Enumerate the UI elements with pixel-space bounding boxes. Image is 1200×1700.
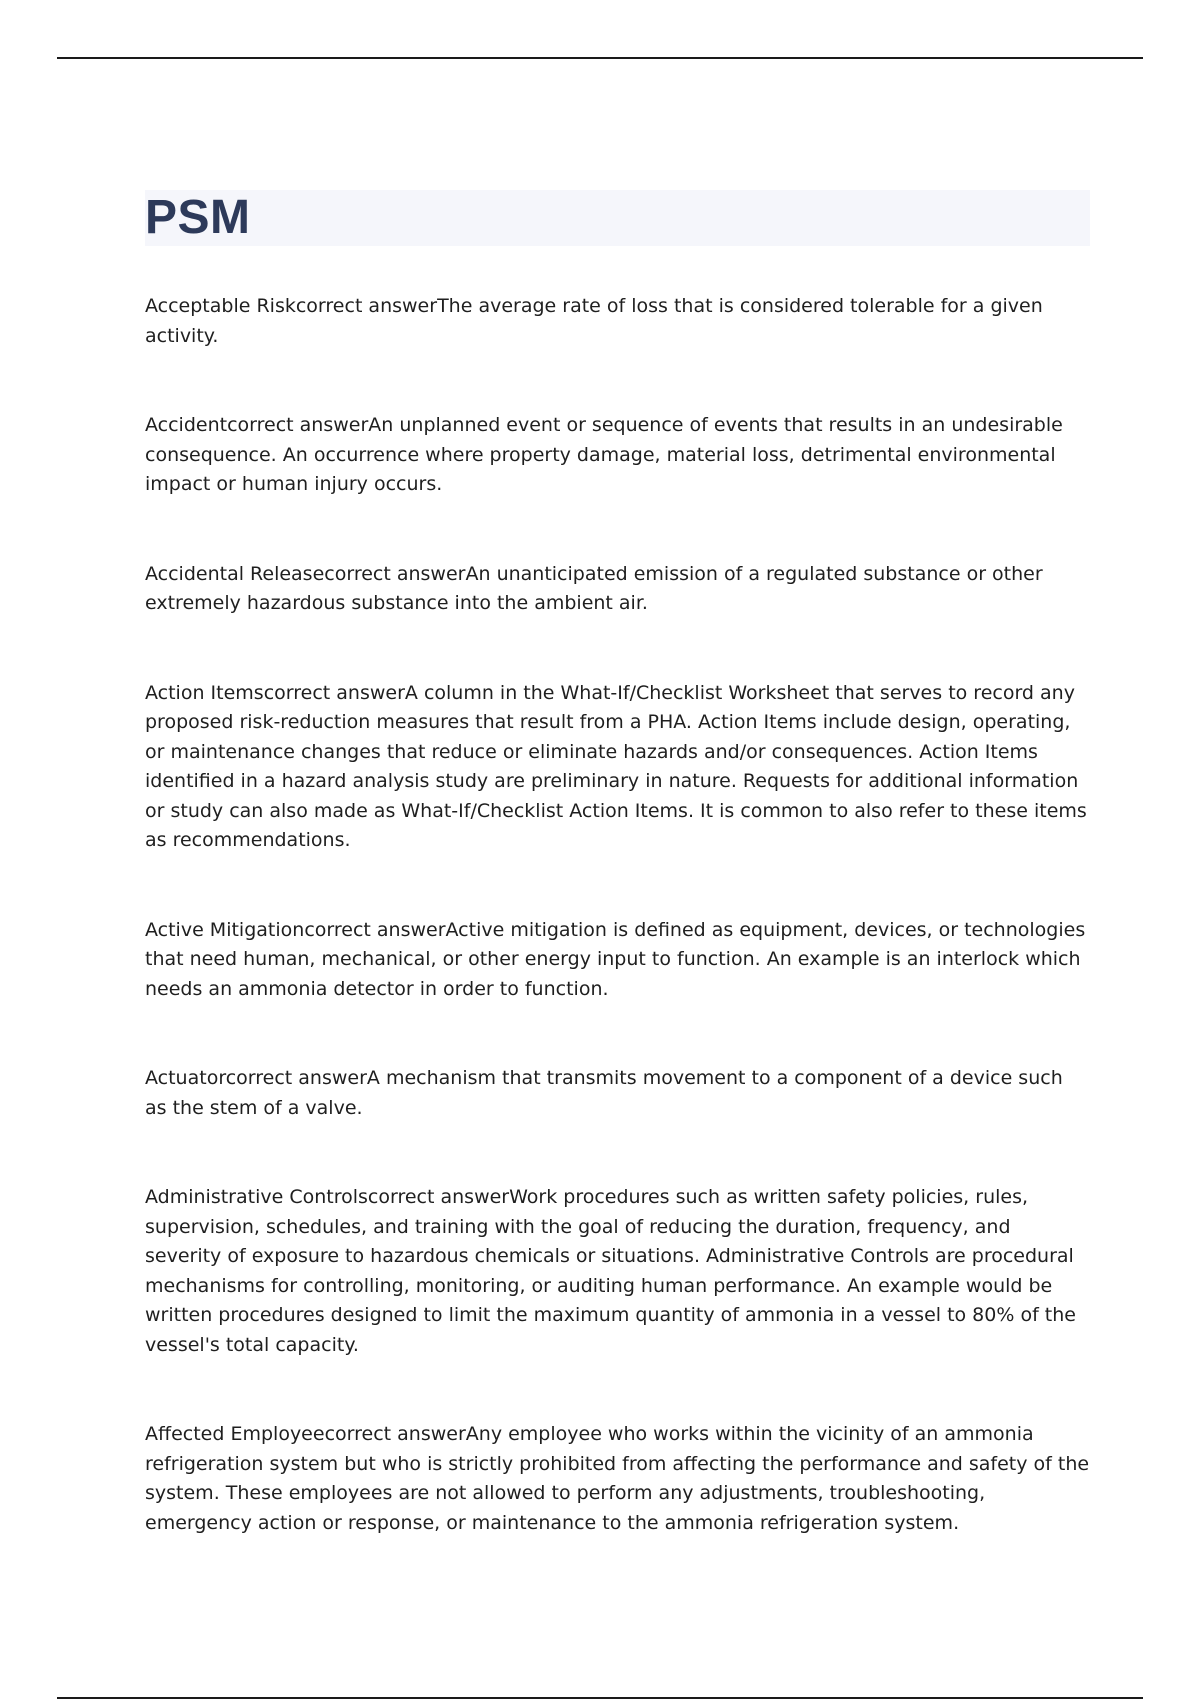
entry-separator: correct answer bbox=[367, 1186, 510, 1208]
entry-definition: A mechanism that transmits movement to a component of a device such as the stem of a valve. bbox=[145, 1067, 1063, 1119]
entry-definition: The average rate of loss that is considered tolerable for a given activity. bbox=[145, 295, 1043, 347]
entry-separator: correct answer bbox=[227, 414, 369, 436]
glossary-entry bbox=[145, 679, 1090, 856]
glossary-entry bbox=[145, 411, 1090, 500]
entry-separator: correct answer bbox=[304, 918, 446, 941]
entry-term: Acceptable Risk bbox=[145, 295, 296, 317]
entry-term: Action Items bbox=[145, 681, 264, 704]
top-rule bbox=[57, 57, 1143, 59]
entry-definition: Work procedures such as written safety policies, rules, supervision, schedules, and training with the goal of reducing the duration, frequency, and severity of exposure to hazardous chemicals or situations. Administrative Controls are procedural mechanisms for controlling, monitoring, or auditing human performance. An example would be written procedures designed to limit the maximum quantity of ammonia in a vessel to 80% of the vessel's total capacity. bbox=[145, 1186, 1076, 1356]
entry-term: Affected Employee bbox=[145, 1423, 325, 1445]
glossary-entry bbox=[145, 560, 1090, 619]
title-band bbox=[145, 190, 1090, 246]
entry-separator: correct answer bbox=[225, 1067, 367, 1089]
entry-definition: An unplanned event or sequence of events that results in an undesirable consequence. An occurrence where property damage, material loss, detrimental environmental impact or human injury occurs. bbox=[145, 414, 1063, 495]
entry-definition: Active mitigation is defined as equipment, devices, or technologies that need human, mechanical, or other energy input to function. An example is an interlock which needs an ammonia detector in order to function. bbox=[145, 918, 1086, 1000]
entry-separator: correct answer bbox=[324, 1423, 466, 1445]
entry-term: Accident bbox=[145, 414, 228, 436]
glossary-entry bbox=[145, 1064, 1090, 1123]
entry-term: Actuator bbox=[145, 1067, 226, 1089]
entry-definition: Any employee who works within the vicinity of an ammonia refrigeration system but who is strictly prohibited from affecting the performance and safety of the system. These employees are not allowed to perform any adjustments, troubleshooting, emergency action or response, or maintenance to the ammonia refrigeration system. bbox=[145, 1423, 1090, 1534]
entry-separator: correct answer bbox=[295, 295, 438, 317]
glossary-entry bbox=[145, 1183, 1090, 1360]
glossary-entries bbox=[145, 292, 1090, 1598]
glossary-entry bbox=[145, 292, 1090, 351]
glossary-entry bbox=[145, 916, 1090, 1005]
entry-separator: correct answer bbox=[324, 562, 466, 585]
entry-definition: An unanticipated emission of a regulated substance or other extremely hazardous substance into the ambient air. bbox=[145, 562, 1043, 614]
entry-term: Administrative Controls bbox=[145, 1186, 368, 1208]
document-title: PSM bbox=[145, 191, 251, 244]
entry-term: Accidental Release bbox=[145, 562, 325, 585]
bottom-rule bbox=[57, 1697, 1143, 1699]
entry-separator: correct answer bbox=[263, 681, 405, 704]
entry-definition: A column in the What-If/Checklist Worksheet that serves to record any proposed risk-reduction measures that result from a PHA. Action Items include design, operating, or maintenance changes that reduce or eliminate hazards and/or consequences. Action Items identified in a hazard analysis study are preliminary in nature. Requests for additional information or study can also made as What-If/Checklist Action Items. It is common to also refer to these items as recommendations. bbox=[145, 681, 1087, 851]
glossary-entry bbox=[145, 1420, 1090, 1538]
entry-term: Active Mitigation bbox=[145, 918, 305, 941]
